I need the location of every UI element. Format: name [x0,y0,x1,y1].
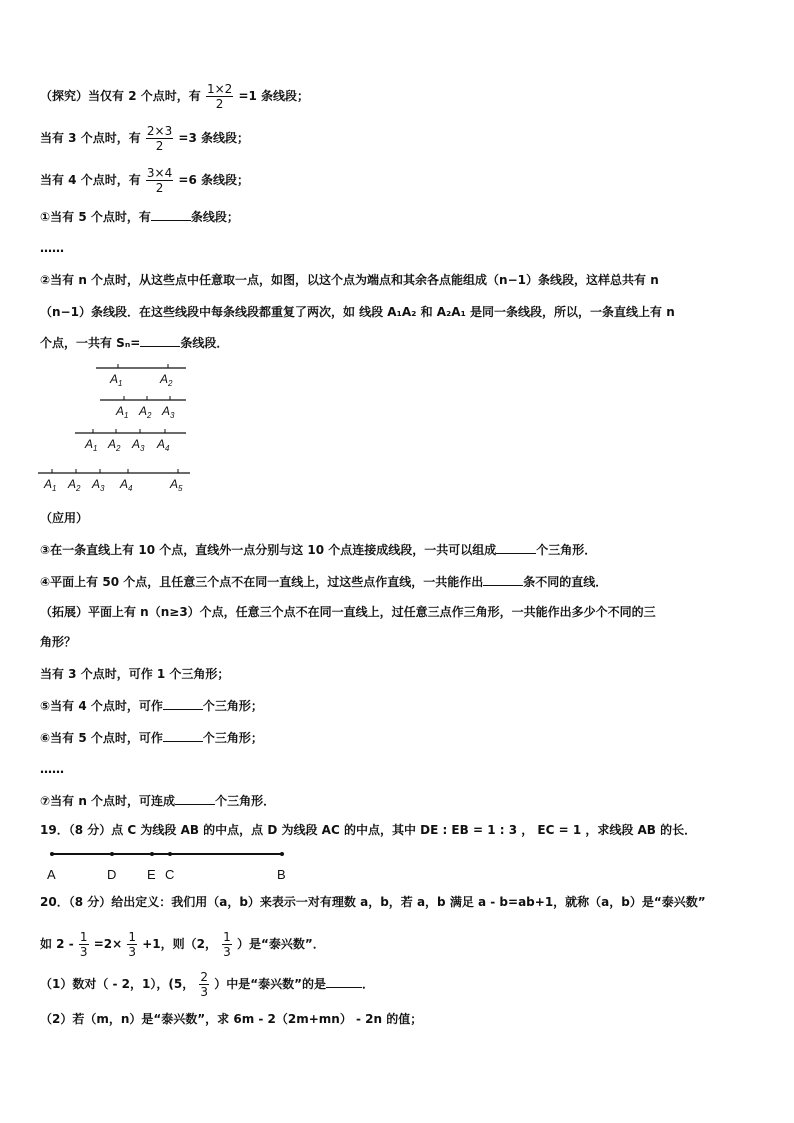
explore-line-3: 当有 4 个点时，有 $\frac{3\times 4}{2}$ =6 条线段； [40,166,250,195]
figure-point-label: $A_4$ [120,477,133,493]
question-2-line-1: ②当有 n 个点时，从这些点中任意取一点，如图，以这个点为端点和其余各点能组成（n−1）条线段，这样总共有 n [40,273,659,287]
fraction: $\frac{1}{3}$ [128,930,136,959]
figure-point-label: $A_2$ [139,404,152,420]
figure-point-label: $A_3$ [132,437,145,453]
segment-point-label: D [107,867,117,882]
fraction: $\frac{2}{3}$ [200,970,209,999]
figure-point-label: $A_1$ [110,372,123,388]
segment-point-label: B [277,867,286,882]
extend-line-1: （拓展）平面上有 n（n≥3）个点，任意三个点不在同一直线上，过任意三点作三角形，一共能作出多少个不同的三 [40,605,656,619]
figure-point-label: $A_1$ [44,477,57,493]
segment-point [50,852,54,856]
figure-point-label: $A_3$ [92,477,105,493]
question-5: ⑤当有 4 个点时，可作 个三角形； [40,699,263,713]
question-1: ①当有 5 个点时，有 条线段； [40,210,239,224]
segment-point-label: A [47,867,56,882]
question-3: ③在一条直线上有 10 个点，直线外一点分别与这 10 个点连接成线段，一共可以组成 个三角形． [40,543,597,557]
figure-point-label: $A_5$ [170,477,183,493]
question-2-line-2: （n−1）条线段．在这些线段中每条线段都重复了两次，如 线段 A₁A₂ 和 A₂A₁ 是同一条线段，所以，一条直线上有 n [40,305,675,319]
figure-point-label: $A_3$ [162,404,175,420]
question-6: ⑥当有 5 个点时，可作 个三角形； [40,731,263,745]
question-4: ④平面上有 50 个点，且任意三个点不在同一直线上，过这些点作直线，一共能作出 条不同的直线． [40,575,608,589]
answer-blank[interactable] [151,208,191,221]
figure-point-label: $A_1$ [85,437,98,453]
answer-blank[interactable] [496,541,536,554]
answer-blank[interactable] [163,729,203,742]
figure-point-label: $A_1$ [116,404,129,420]
segment-point-label: C [165,867,175,882]
apply-title: （应用） [40,511,89,525]
question-7: ⑦当有 n 个点时，可连成 个三角形． [40,794,276,808]
extend-line-2: 角形？ [40,635,77,649]
answer-blank[interactable] [326,975,362,988]
question-20-line-1: 20．（8 分）给出定义：我们用（a，b）来表示一对有理数 a，b，若 a，b 满足 a - b=ab+1，就称（a，b）是“泰兴数” [40,895,706,909]
segment-point-label: E [147,867,156,882]
explore-line-2: 当有 3 个点时，有 $\frac{2\times 3}{2}$ =3 条线段； [40,124,250,153]
figure-point-label: $A_2$ [68,477,81,493]
question-19: 19．（8 分）点 C 为线段 AB 的中点，点 D 为线段 AC 的中点，其中 DE : EB = 1 : 3 ， EC = 1 ，求线段 AB 的长． [40,823,697,837]
figure-point-label: $A_2$ [160,372,173,388]
fraction: $\frac{1}{3}$ [79,930,88,959]
points-on-line-figure [30,360,230,500]
fraction: $\frac{3\times 4}{2}$ [146,166,173,195]
fraction: $\frac{2\times 3}{2}$ [146,124,173,153]
segment-point [280,852,284,856]
question-20-part-1: （1）数对（ - 2，1），(5， $\frac{2}{3}$ ）中是“泰兴数”的是 ． [40,970,375,999]
answer-blank[interactable] [163,697,203,710]
segment-ab-figure [38,844,318,884]
ellipsis-2: …… [40,762,64,776]
fraction: $\frac{1\times 2}{2}$ [206,82,233,111]
answer-blank[interactable] [483,573,523,586]
question-20-line-2: 如 2 - $\frac{1}{3}$ =2× $\frac{1}{3}$ +1，则（2， $\frac{1}{3}$ ）是“泰兴数”． [40,930,325,959]
fraction: $\frac{1}{3}$ [223,930,231,959]
segment-point [150,852,154,856]
answer-blank[interactable] [140,334,180,347]
explore-line-1: （探究）当仅有 2 个点时，有 $\frac{1\times 2}{2}$ =1 条线段； [40,82,310,111]
question-2-line-3: 个点，一共有 Sₙ= 条线段． [40,336,229,350]
segment-point [110,852,114,856]
extend-line-3: 当有 3 个点时，可作 1 个三角形； [40,667,230,681]
answer-blank[interactable] [175,792,215,805]
figure-point-label: $A_2$ [108,437,121,453]
segment-point [168,852,172,856]
figure-point-label: $A_4$ [157,437,170,453]
question-20-part-2: （2）若（m，n）是“泰兴数”，求 6m - 2（2m+mn） - 2n 的值； [40,1012,423,1026]
ellipsis-1: …… [40,241,64,255]
